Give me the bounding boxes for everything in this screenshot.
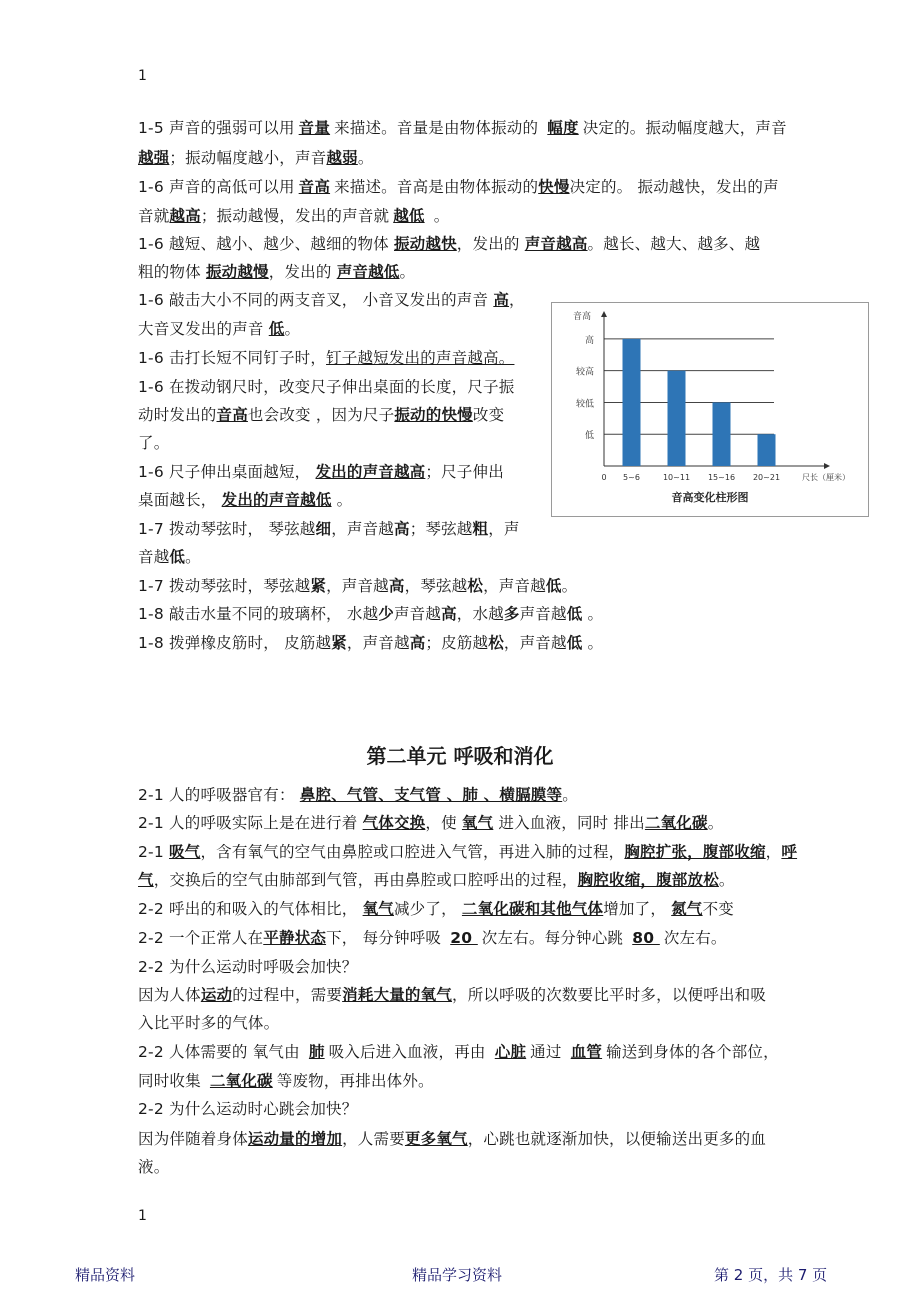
text-segment: 。 (284, 320, 301, 338)
x-axis-arrow (824, 463, 830, 469)
answer-blank: 心脏 (494, 1043, 527, 1061)
text-segment: 粗 (472, 520, 489, 538)
answer-blank: 运动量的增加 (247, 1130, 343, 1148)
text-segment: 2-2 人体需要的 氧气由 (138, 1043, 305, 1061)
text-line (138, 1013, 279, 1033)
answer-blank: 20 (450, 929, 478, 947)
answer-blank: 二氧化碳 (209, 1072, 273, 1090)
answer-blank: 越低 (393, 207, 425, 225)
text-segment: 少 (378, 605, 394, 623)
answer-blank: 振动越慢 (205, 263, 269, 281)
text-line (138, 405, 504, 425)
text-segment: 高 (441, 605, 457, 623)
text-line (138, 1129, 766, 1149)
text-segment: ；振动越慢，发出的声音就 (200, 207, 390, 225)
text-line (138, 576, 577, 596)
text-segment: 高 (388, 577, 405, 595)
text-segment: 的过程中，需要 (232, 986, 343, 1004)
text-segment: ，使 (425, 814, 462, 832)
text-segment: ，含有氧气的空气由鼻腔或口腔进入气管，再进入肺的过程， (200, 843, 625, 861)
text-line (138, 234, 760, 254)
answer-blank: 振动的快慢 (394, 406, 473, 424)
text-segment: 声音越 (519, 605, 567, 623)
text-segment: 。 (561, 577, 578, 595)
text-segment: 低 (545, 577, 562, 595)
text-segment: 高 (409, 634, 426, 652)
text-line (138, 842, 797, 862)
text-segment: 。越长、越大、越多、越 (587, 235, 761, 253)
text-segment: ，声音越 (346, 634, 410, 652)
text-segment: 输送到身体的各个部位， (606, 1043, 779, 1061)
answer-blank: 声音越高 (524, 235, 588, 253)
x-origin-label: 0 (601, 473, 607, 482)
text-segment: ；皮筋越 (425, 634, 489, 652)
text-line (138, 604, 603, 624)
text-segment: 高 (394, 520, 410, 538)
text-segment: 进入血液，同时 排出 (493, 814, 645, 832)
x-tick-label: 10~11 (662, 473, 691, 482)
text-segment: 因为人体 (138, 986, 201, 1004)
text-segment: 低 (566, 605, 583, 623)
footer-right: 第 2 页，共 7 页 (714, 1266, 828, 1284)
answer-blank: 越高 (169, 207, 201, 225)
text-segment: 2-2 呼出的和吸入的气体相比， (138, 900, 363, 918)
text-segment: ，声音越 (326, 577, 389, 595)
answer-blank: 快慢 (538, 178, 570, 196)
text-line (138, 462, 504, 482)
text-segment: 1-7 拨动琴弦时， 琴弦越 (138, 520, 316, 538)
text-line (138, 1042, 779, 1062)
text-segment: 音越 (138, 548, 170, 566)
text-segment: 改变 (472, 406, 505, 424)
text-segment: 1-6 尺子伸出桌面越短， (138, 463, 316, 481)
text-segment: ，声音越 (483, 577, 546, 595)
text-segment: 细 (315, 520, 332, 538)
answer-blank: 更多氧气 (404, 1130, 468, 1148)
text-segment: 。 (399, 263, 416, 281)
text-segment: 2-2 为什么运动时呼吸会加快？ (138, 958, 358, 976)
text-segment: 1-7 拨动琴弦时，琴弦越 (138, 577, 311, 595)
answer-blank: 钉子越短发出的声音越高。 (326, 349, 515, 367)
bar (668, 371, 686, 466)
chart-title: 音高变化柱形图 (671, 491, 749, 504)
text-segment: ，人需要 (342, 1130, 405, 1148)
text-segment: 了。 (138, 434, 170, 452)
text-segment: ；尺子伸出 (425, 463, 504, 481)
text-segment: 。 (582, 605, 604, 623)
text-segment: 低 (566, 634, 583, 652)
bar (623, 339, 641, 466)
page-number-bottom: 1 (138, 1208, 147, 1224)
text-segment: 1-6 击打长短不同钉子时， (138, 349, 327, 367)
answer-blank: 吸气 (169, 843, 201, 861)
y-tick-label: 低 (584, 431, 594, 442)
text-segment: 吸入后进入血液，再由 (328, 1043, 491, 1061)
text-segment: 。 (562, 786, 578, 804)
answer-blank: 越弱 (326, 149, 358, 167)
text-segment: ，声音越 (503, 634, 567, 652)
answer-blank: 平静状态 (263, 929, 327, 947)
text-segment: 1-6 敲击大小不同的两支音叉， 小音叉发出的声音 (138, 291, 494, 309)
text-segment: ；振动幅度越小，声音 (169, 149, 327, 167)
text-line (138, 262, 415, 282)
x-tick-label: 20~21 (752, 473, 781, 482)
text-line (138, 348, 514, 368)
text-line (138, 433, 169, 453)
text-line (138, 813, 723, 833)
text-line (138, 633, 603, 653)
answer-blank: 运动 (200, 986, 233, 1004)
answer-blank: 音高 (298, 178, 331, 196)
text-segment: 同时收集 (138, 1072, 206, 1090)
answer-blank: 肺 (308, 1043, 325, 1061)
answer-blank: 氧气 (461, 814, 494, 832)
y-tick-label: 高 (584, 335, 594, 346)
bar (713, 402, 731, 466)
text-segment: 2-2 为什么运动时心跳会加快？ (138, 1100, 358, 1118)
text-segment: ，心跳也就逐渐加快，以便输送出更多的血 (467, 1130, 767, 1148)
answer-blank: 胸腔扩张，腹部收缩 (624, 843, 766, 861)
text-line (138, 1071, 434, 1091)
answer-blank: 鼻腔、气管、支气管 、肺 、横膈膜等 (299, 786, 563, 804)
text-segment: 粗的物体 (138, 263, 206, 281)
text-line (138, 899, 734, 919)
text-segment: 1-6 在拨动钢尺时，改变尺子伸出桌面的长度，尺子振 (138, 378, 515, 396)
text-segment: 紧 (331, 634, 347, 652)
bar (758, 434, 776, 466)
text-segment: ，发出的 (268, 263, 337, 281)
text-segment: ；琴弦越 (409, 520, 473, 538)
text-segment: 1-5 声音的强弱可以用 (138, 119, 295, 137)
text-segment: 减少了， (393, 900, 462, 918)
text-segment: 低 (169, 548, 186, 566)
text-segment: 。 (582, 634, 604, 652)
text-segment: 决定的。振动幅度越大，声音 (582, 119, 787, 137)
answer-blank: 音量 (298, 119, 331, 137)
answer-blank: 幅度 (547, 119, 579, 137)
x-tick-label: 5~6 (623, 473, 640, 482)
footer-left: 精品资料 (75, 1266, 136, 1284)
answer-blank: 气体交换 (362, 814, 426, 832)
text-segment: 因为伴随着身体 (138, 1130, 248, 1148)
answer-blank: 声音越低 (336, 263, 400, 281)
text-segment: 。 (331, 491, 353, 509)
text-segment: ，所以呼吸的次数要比平时多，以便呼出和吸 (452, 986, 767, 1004)
answer-blank: 发出的声音越低 (221, 491, 332, 509)
answer-blank: 消耗大量的氧气 (342, 986, 453, 1004)
text-line (138, 519, 520, 539)
text-segment: 增加了， (603, 900, 672, 918)
text-segment: 多 (503, 605, 520, 623)
text-segment: 松 (488, 634, 504, 652)
y-tick-label: 较高 (575, 367, 594, 378)
section-heading: 第二单元 呼吸和消化 (366, 744, 554, 768)
text-line (138, 177, 779, 197)
text-segment: 1-6 越短、越小、越少、越细的物体 (138, 235, 394, 253)
text-line (138, 148, 374, 168)
text-line (138, 957, 357, 977)
text-segment: 声音越 (393, 605, 442, 623)
text-segment: 液。 (138, 1158, 170, 1176)
text-segment: 。 (718, 871, 735, 889)
y-axis-arrow (601, 311, 607, 317)
text-segment: ，交换后的空气由肺部到气管，再由鼻腔或口腔呼出的过程， (153, 871, 578, 889)
text-segment: 2-2 一个正常人在 (138, 929, 264, 947)
answer-blank: 高 (493, 291, 510, 309)
text-line (138, 377, 514, 397)
text-segment: 来描述。音高是由物体振动的 (334, 178, 539, 196)
text-segment: 等废物，再排出体外。 (276, 1072, 434, 1090)
answer-blank: 音高 (216, 406, 248, 424)
y-axis-label: 音高 (572, 312, 592, 322)
text-line (138, 928, 727, 948)
text-line (138, 290, 525, 310)
answer-blank: 气 (138, 871, 154, 889)
x-axis-label: 尺长（厘米） (802, 473, 850, 482)
text-line (138, 1099, 357, 1119)
answer-blank: 越强 (138, 149, 170, 167)
text-segment: 音就 (138, 207, 170, 225)
text-line (138, 490, 352, 510)
text-segment: 也会改变 ，因为尺子 (247, 406, 395, 424)
text-line (138, 206, 449, 226)
text-line (138, 547, 201, 567)
chart-svg (552, 303, 868, 516)
text-segment: 通过 (530, 1043, 567, 1061)
text-line (138, 785, 578, 805)
text-segment: 决定的。 振动越快，发出的声 (569, 178, 779, 196)
text-segment: ，声 (488, 520, 520, 538)
text-segment: 动时发出的 (138, 406, 217, 424)
text-segment: 桌面越长， (138, 491, 222, 509)
footer-center: 精品学习资料 (412, 1266, 503, 1284)
text-segment: 大音叉发出的声音 (138, 320, 269, 338)
text-segment: ，水越 (456, 605, 504, 623)
answer-blank: 80 (632, 929, 660, 947)
answer-blank: 振动越快 (393, 235, 457, 253)
answer-blank: 血管 (570, 1043, 603, 1061)
text-segment: 入比平时多的气体。 (138, 1014, 280, 1032)
text-segment: 1-8 拨弹橡皮筋时， 皮筋越 (138, 634, 332, 652)
text-segment: 。 (428, 207, 450, 225)
text-line (138, 870, 735, 890)
text-segment: ， (509, 291, 525, 309)
answer-blank: 发出的声音越高 (315, 463, 426, 481)
text-line (138, 118, 787, 138)
text-segment: 2-1 (138, 843, 170, 861)
answer-blank: 呼 (781, 843, 798, 861)
x-tick-label: 15~16 (707, 473, 736, 482)
answer-blank: 氧气 (362, 900, 394, 918)
text-segment: 来描述。音量是由物体振动的 (334, 119, 544, 137)
text-segment: 。 (707, 814, 724, 832)
y-tick-label: 较低 (575, 399, 594, 410)
text-segment: ，琴弦越 (404, 577, 468, 595)
text-segment: 2-1 人的呼吸实际上是在进行着 (138, 814, 363, 832)
text-segment: 次左右。每分钟心跳 (481, 929, 629, 947)
page-number-top: 1 (138, 68, 147, 84)
text-segment: 1-6 声音的高低可以用 (138, 178, 295, 196)
text-segment: ，发出的 (456, 235, 525, 253)
text-line (138, 319, 300, 339)
text-segment: 。 (357, 149, 374, 167)
text-line (138, 985, 766, 1005)
answer-blank: 胸腔收缩，腹部放松 (577, 871, 719, 889)
text-line (138, 1157, 169, 1177)
answer-blank: 低 (268, 320, 285, 338)
text-segment: 。 (185, 548, 201, 566)
text-segment: 下， 每分钟呼吸 (326, 929, 447, 947)
text-segment: ，声音越 (331, 520, 394, 538)
pitch-bar-chart (551, 302, 869, 517)
text-segment: ， (765, 843, 782, 861)
answer-blank: 二氧化碳 (644, 814, 708, 832)
text-segment: 不变 (702, 900, 734, 918)
text-segment: 紧 (310, 577, 327, 595)
text-segment: 次左右。 (663, 929, 727, 947)
text-segment: 松 (467, 577, 484, 595)
text-segment: 1-8 敲击水量不同的玻璃杯， 水越 (138, 605, 379, 623)
answer-blank: 氮气 (671, 900, 703, 918)
answer-blank: 二氧化碳和其他气体 (461, 900, 604, 918)
text-segment: 2-1 人的呼吸器官有： (138, 786, 300, 804)
